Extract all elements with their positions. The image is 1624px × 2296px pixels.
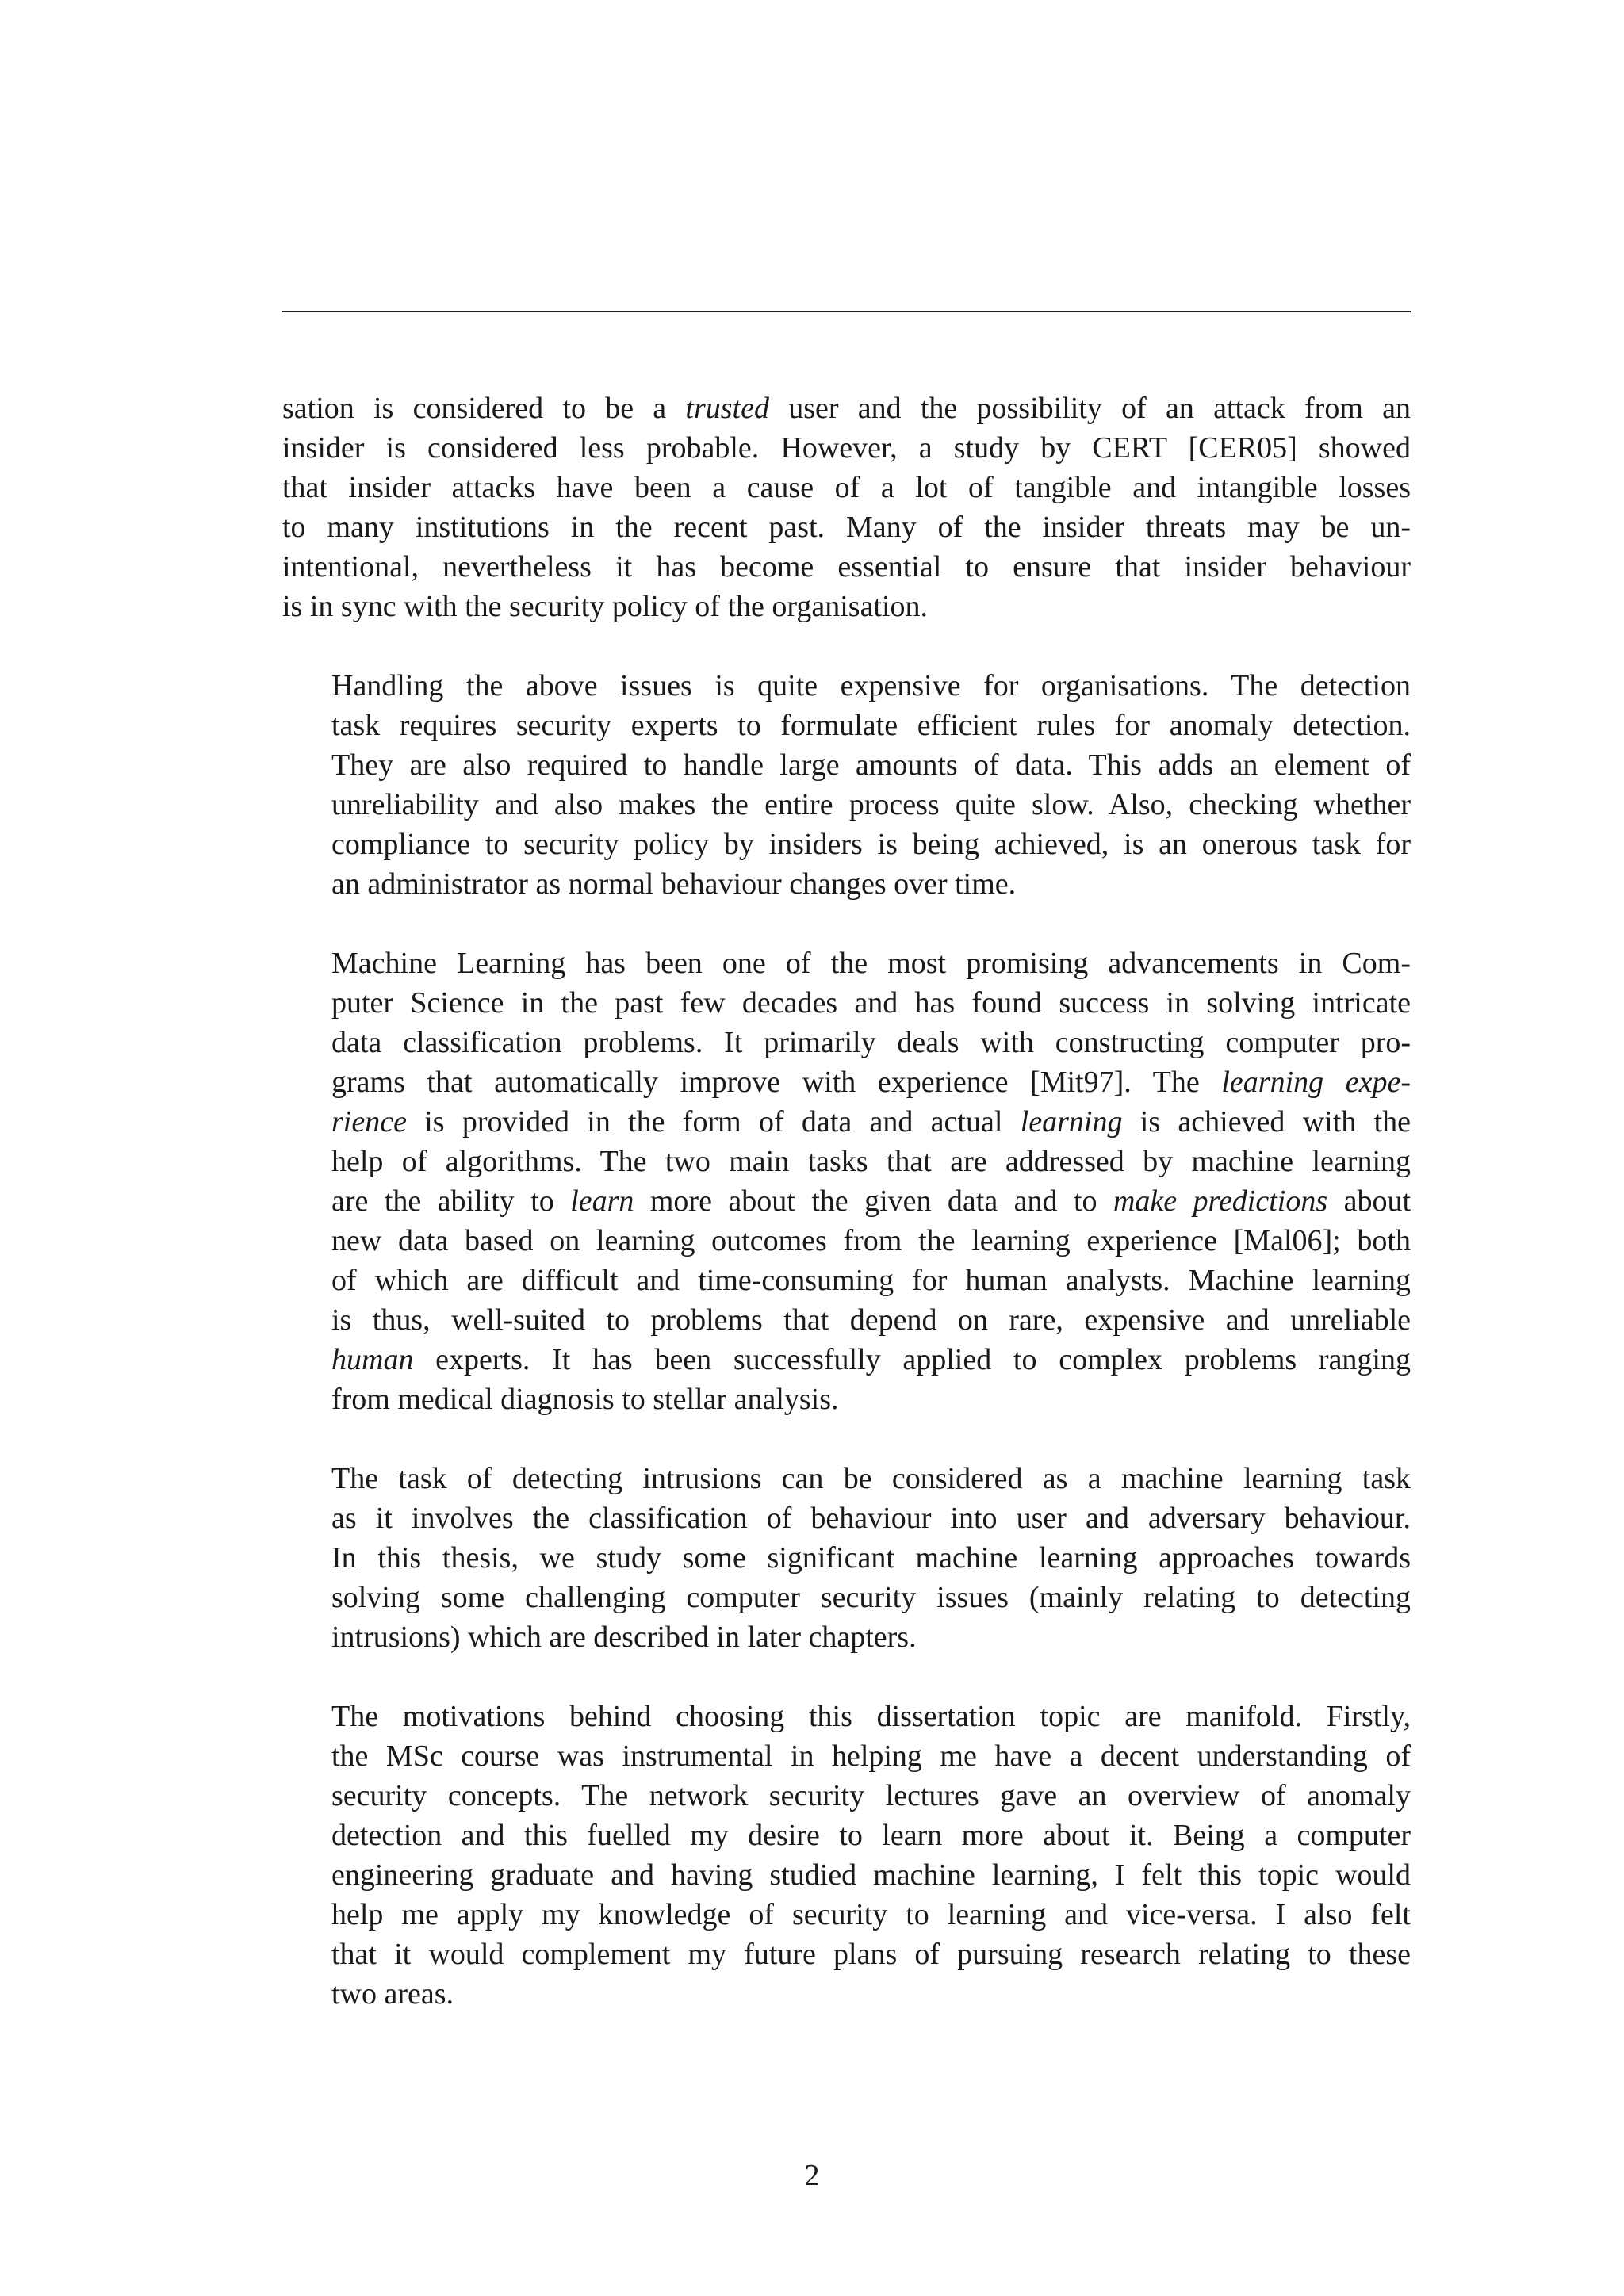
text-line bbox=[282, 825, 1411, 864]
text-run: an administrator as normal behaviour changes over time. bbox=[331, 867, 1017, 901]
text-line bbox=[282, 745, 1411, 785]
text-line bbox=[282, 468, 1411, 507]
text-line bbox=[282, 666, 1411, 706]
text-run: Handling the above issues is quite expensive for organisations. The detection bbox=[331, 669, 1411, 702]
text-run: that it would complement my future plans of pursuing research relating to these bbox=[331, 1938, 1411, 1971]
text-line bbox=[282, 1102, 1411, 1142]
text-run: The motivations behind choosing this dissertation topic are manifold. Firstly, bbox=[331, 1700, 1411, 1733]
text-run: the MSc course was instrumental in helping me have a decent understanding of bbox=[331, 1739, 1411, 1773]
text-line bbox=[282, 1459, 1411, 1498]
header-rule bbox=[282, 311, 1411, 312]
text-run: detection and this fuelled my desire to learn more about it. Being a computer bbox=[331, 1819, 1411, 1852]
emphasis-text: learning expe- bbox=[1221, 1066, 1411, 1099]
text-run: task requires security experts to formulate efficient rules for anomaly detection. bbox=[331, 709, 1411, 742]
paragraph bbox=[282, 943, 1411, 1419]
text-run: security concepts. The network security lectures gave an overview of anomaly bbox=[331, 1779, 1411, 1812]
text-line bbox=[282, 785, 1411, 825]
emphasis-text: trusted bbox=[685, 392, 769, 425]
text-run: about bbox=[1327, 1184, 1411, 1218]
text-run: insider is considered less probable. However, a study by CERT [CER05] showed bbox=[282, 431, 1411, 465]
text-line bbox=[282, 1736, 1411, 1776]
text-run: from medical diagnosis to stellar analysis. bbox=[331, 1383, 839, 1416]
text-run: more about the given data and to bbox=[634, 1184, 1113, 1218]
text-run: two areas. bbox=[331, 1977, 454, 2011]
text-line bbox=[282, 428, 1411, 468]
emphasis-text: learn bbox=[570, 1184, 634, 1218]
emphasis-text: human bbox=[331, 1343, 414, 1376]
text-run: new data based on learning outcomes from the learning experience [Mal06]; both bbox=[331, 1224, 1411, 1257]
text-line bbox=[282, 983, 1411, 1023]
text-run: puter Science in the past few decades and has found success in solving intricate bbox=[331, 986, 1411, 1020]
text-line bbox=[282, 587, 1411, 626]
text-line bbox=[282, 943, 1411, 983]
text-run: solving some challenging computer security issues (mainly relating to detecting bbox=[331, 1581, 1411, 1614]
text-run: user and the possibility of an attack from an bbox=[768, 392, 1411, 425]
text-line bbox=[282, 1498, 1411, 1538]
text-run: intrusions) which are described in later chapters. bbox=[331, 1621, 917, 1654]
text-line bbox=[282, 1181, 1411, 1221]
text-line bbox=[282, 706, 1411, 745]
text-run: help me apply my knowledge of security to learning and vice-versa. I also felt bbox=[331, 1898, 1411, 1931]
text-line bbox=[282, 1578, 1411, 1617]
text-line bbox=[282, 1855, 1411, 1895]
text-line bbox=[282, 1023, 1411, 1062]
body-text bbox=[282, 388, 1411, 2053]
text-line bbox=[282, 507, 1411, 547]
text-run: are the ability to bbox=[331, 1184, 571, 1218]
text-line bbox=[282, 1062, 1411, 1102]
text-line bbox=[282, 1974, 1411, 2014]
text-line bbox=[282, 1538, 1411, 1578]
text-run: They are also required to handle large amounts of data. This adds an element of bbox=[331, 748, 1411, 782]
text-run: sation is considered to be a bbox=[282, 392, 686, 425]
text-line bbox=[282, 1776, 1411, 1816]
text-run: engineering graduate and having studied machine learning, I felt this topic would bbox=[331, 1858, 1411, 1892]
text-line bbox=[282, 547, 1411, 587]
text-line bbox=[282, 1340, 1411, 1380]
text-run: that insider attacks have been a cause of a lot of tangible and intangible losses bbox=[282, 471, 1411, 504]
text-line bbox=[282, 1300, 1411, 1340]
text-run: Machine Learning has been one of the most promising advancements in Com- bbox=[331, 947, 1411, 980]
text-run: data classification problems. It primarily deals with constructing computer pro- bbox=[331, 1026, 1411, 1059]
paragraph bbox=[282, 388, 1411, 626]
text-run: is achieved with the bbox=[1122, 1105, 1411, 1138]
text-run: to many institutions in the recent past. Many of the insider threats may be un- bbox=[282, 511, 1411, 544]
emphasis-text: learning bbox=[1020, 1105, 1123, 1138]
paragraph bbox=[282, 1459, 1411, 1657]
text-line bbox=[282, 1895, 1411, 1934]
text-line bbox=[282, 1697, 1411, 1736]
text-run: unreliability and also makes the entire process quite slow. Also, checking whether bbox=[331, 788, 1411, 821]
text-run: is provided in the form of data and actual bbox=[406, 1105, 1021, 1138]
text-line bbox=[282, 1142, 1411, 1181]
text-run: experts. It has been successfully applied to complex problems ranging bbox=[413, 1343, 1411, 1376]
text-run: grams that automatically improve with experience [Mit97]. The bbox=[331, 1066, 1222, 1099]
text-run: intentional, nevertheless it has become essential to ensure that insider behaviour bbox=[282, 550, 1411, 584]
emphasis-text: rience bbox=[331, 1105, 407, 1138]
text-run: In this thesis, we study some significant machine learning approaches towards bbox=[331, 1541, 1411, 1575]
text-run: The task of detecting intrusions can be considered as a machine learning task bbox=[331, 1462, 1411, 1495]
text-line bbox=[282, 864, 1411, 904]
text-run: is thus, well-suited to problems that depend on rare, expensive and unreliable bbox=[331, 1303, 1411, 1337]
text-line bbox=[282, 1380, 1411, 1419]
emphasis-text: make predictions bbox=[1113, 1184, 1328, 1218]
text-line bbox=[282, 388, 1411, 428]
text-line bbox=[282, 1221, 1411, 1261]
text-line bbox=[282, 1617, 1411, 1657]
text-run: is in sync with the security policy of the organisation. bbox=[282, 590, 929, 623]
text-run: help of algorithms. The two main tasks that are addressed by machine learning bbox=[331, 1145, 1411, 1178]
text-run: as it involves the classification of behaviour into user and adversary behaviour. bbox=[331, 1502, 1411, 1535]
text-run: compliance to security policy by insiders is being achieved, is an onerous task for bbox=[331, 828, 1411, 861]
text-line bbox=[282, 1261, 1411, 1300]
page-number: 2 bbox=[804, 2159, 820, 2192]
text-line bbox=[282, 1934, 1411, 1974]
paragraph bbox=[282, 666, 1411, 904]
text-line bbox=[282, 1816, 1411, 1855]
text-run: of which are difficult and time-consuming for human analysts. Machine learning bbox=[331, 1264, 1411, 1297]
paragraph bbox=[282, 1697, 1411, 2014]
